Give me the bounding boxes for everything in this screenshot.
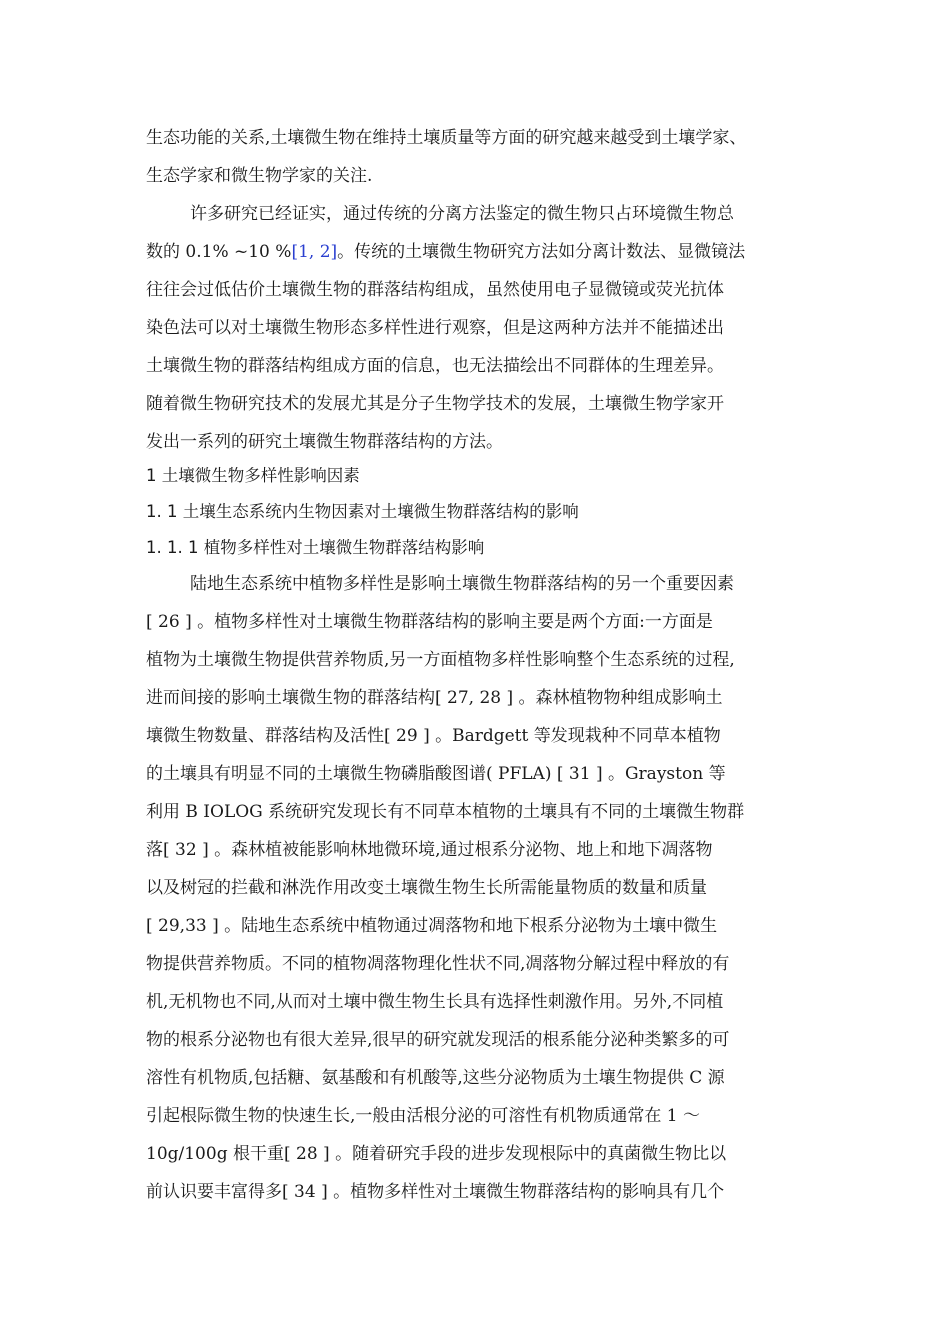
paragraph-3-line-7: 利用 B IOLOG 系统研究发现长有不同草本植物的土壤具有不同的土壤微生物群 [146,802,745,822]
paragraph-2-line-3: 往往会过低估价土壤微生物的群落结构组成，虽然使用电子显微镜或荧光抗体 [146,280,724,300]
paragraph-3-line-9: 以及树冠的拦截和淋洗作用改变土壤微生物生长所需能量物质的数量和质量 [146,878,707,898]
paragraph-3-line-4: 进而间接的影响土壤微生物的群落结构[ 27, 28 ] 。森林植物物种组成影响土 [146,688,723,708]
paragraph-2-line-4: 染色法可以对土壤微生物形态多样性进行观察，但是这两种方法并不能描述出 [146,318,724,338]
paragraph-2-line-6: 随着微生物研究技术的发展尤其是分子生物学技术的发展，土壤微生物学家开 [146,394,724,414]
paragraph-3-line-6: 的土壤具有明显不同的土壤微生物磷脂酸图谱( PFLA) [ 31 ] 。Grayston 等 [146,764,726,784]
section-heading-1: 1 土壤微生物多样性影响因素 [146,466,360,485]
paragraph-3-line-14: 溶性有机物质,包括糖、氨基酸和有机酸等,这些分泌物质为土壤生物提供 C 源 [146,1068,725,1088]
paragraph-2-line-2-text-b: 。传统的土壤微生物研究方法如分离计数法、显微镜法 [337,242,746,262]
paragraph-3-line-11: 物提供营养物质。不同的植物凋落物理化性状不同,凋落物分解过程中释放的有 [146,954,730,974]
paragraph-2-line-2-text-a: 数的 0.1% ~10 % [146,242,292,262]
paragraph-1-line-1: 生态功能的关系,土壤微生物在维持土壤质量等方面的研究越来越受到土壤学家、 [146,128,747,148]
paragraph-3-line-10: [ 29,33 ] 。陆地生态系统中植物通过凋落物和地下根系分泌物为土壤中微生 [146,916,718,936]
section-heading-1-1: 1. 1 土壤生态系统内生物因素对土壤微生物群落结构的影响 [146,502,579,521]
citation-link[interactable]: [1, 2] [291,242,338,262]
paragraph-2-line-5: 土壤微生物的群落结构组成方面的信息，也无法描绘出不同群体的生理差异。 [146,356,724,376]
paragraph-3-line-15: 引起根际微生物的快速生长,一般由活根分泌的可溶性有机物质通常在 1 ～ [146,1106,701,1126]
section-heading-1-1-1: 1. 1. 1 植物多样性对土壤微生物群落结构影响 [146,538,485,557]
paragraph-3-line-3: 植物为土壤微生物提供营养物质,另一方面植物多样性影响整个生态系统的过程, [146,650,735,670]
paragraph-2-line-7: 发出一系列的研究土壤微生物群落结构的方法。 [146,432,503,452]
paragraph-3-line-16: 10g/100g 根干重[ 28 ] 。随着研究手段的进步发现根际中的真菌微生物比以 [146,1144,727,1164]
paragraph-3-line-5: 壤微生物数量、群落结构及活性[ 29 ] 。Bardgett 等发现栽种不同草本植物 [146,726,721,746]
paragraph-3-line-17: 前认识要丰富得多[ 34 ] 。植物多样性对土壤微生物群落结构的影响具有几个 [146,1182,725,1202]
paragraph-2-line-2 [146,242,745,262]
paragraph-3-line-2: [ 26 ] 。植物多样性对土壤微生物群落结构的影响主要是两个方面:一方面是 [146,612,713,632]
paragraph-1-line-2: 生态学家和微生物学家的关注. [146,166,373,186]
paragraph-2-line-1: 许多研究已经证实，通过传统的分离方法鉴定的微生物只占环境微生物总 [190,204,734,224]
paragraph-3-line-1: 陆地生态系统中植物多样性是影响土壤微生物群落结构的另一个重要因素 [190,574,734,594]
paragraph-3-line-13: 物的根系分泌物也有很大差异,很早的研究就发现活的根系能分泌种类繁多的可 [146,1030,730,1050]
paragraph-3-line-8: 落[ 32 ] 。森林植被能影响林地微环境,通过根系分泌物、地上和地下凋落物 [146,840,713,860]
paragraph-3-line-12: 机,无机物也不同,从而对土壤中微生物生长具有选择性刺激作用。另外,不同植 [146,992,724,1012]
